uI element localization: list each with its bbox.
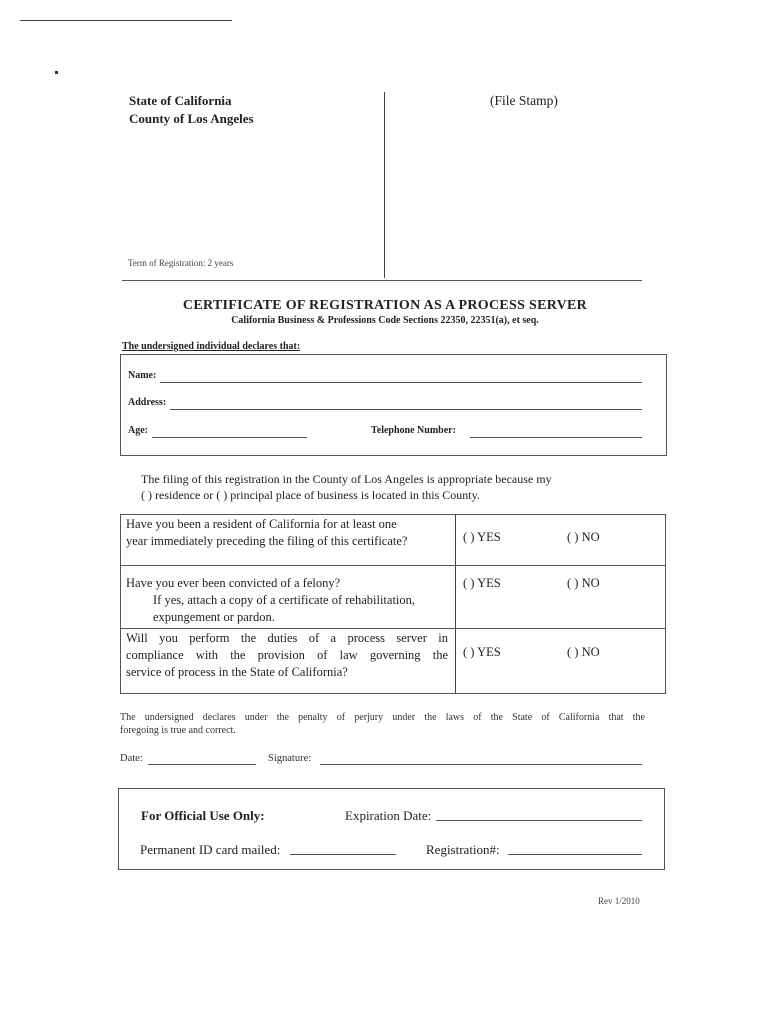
signature-field[interactable] xyxy=(320,752,642,765)
question-line: Will you perform the duties of a process server in xyxy=(126,631,448,645)
top-rule xyxy=(20,20,232,21)
expiration-field[interactable] xyxy=(436,808,642,821)
expiration-label: Expiration Date: xyxy=(345,808,432,823)
declares-intro: The undersigned individual declares that: xyxy=(122,341,301,352)
county-label: County of Los Angeles xyxy=(129,111,254,126)
age-label: Age: xyxy=(128,425,148,436)
registration-field[interactable] xyxy=(508,842,642,855)
address-label: Address: xyxy=(128,397,167,408)
scan-speck xyxy=(55,71,58,74)
question-felony xyxy=(126,575,451,626)
felony-no-option[interactable]: ( ) NO xyxy=(567,576,600,590)
felony-yes-option[interactable]: ( ) YES xyxy=(463,576,501,590)
telephone-label: Telephone Number: xyxy=(371,425,456,436)
official-use-heading: For Official Use Only: xyxy=(141,808,265,823)
residency-yes-option[interactable]: ( ) YES xyxy=(463,530,501,544)
perjury-declaration-line1: The undersigned declares under the penalty of perjury under the laws of the State of California that the xyxy=(120,712,645,723)
question-line: Have you ever been convicted of a felony? xyxy=(126,576,341,590)
form-title: CERTIFICATE OF REGISTRATION AS A PROCESS SERVER xyxy=(182,298,588,313)
residency-no-option[interactable]: ( ) NO xyxy=(567,530,600,544)
question-residency xyxy=(126,516,451,550)
question-line: compliance with the provision of law governing the xyxy=(126,648,448,662)
filing-statement-line1: The filing of this registration in the County of Los Angeles is appropriate because my xyxy=(141,472,552,486)
id-card-field[interactable] xyxy=(290,842,396,855)
date-label: Date: xyxy=(120,753,143,764)
question-duties xyxy=(126,630,448,681)
age-field[interactable] xyxy=(152,425,307,438)
address-field[interactable] xyxy=(170,397,642,410)
file-stamp-label: (File Stamp) xyxy=(490,93,558,108)
state-label: State of California xyxy=(129,93,232,108)
question-line: year immediately preceding the filing of this certificate? xyxy=(126,534,408,548)
code-reference: California Business & Professions Code Sections 22350, 22351(a), et seq. xyxy=(231,315,539,326)
filing-statement-line2: ( ) residence or ( ) principal place of business is located in this County. xyxy=(141,488,480,502)
term-label: Term of Registration: 2 years xyxy=(128,258,234,268)
header-divider xyxy=(384,92,385,278)
telephone-field[interactable] xyxy=(470,425,642,438)
question-row-divider-2 xyxy=(120,628,665,629)
name-label: Name: xyxy=(128,370,157,381)
duties-no-option[interactable]: ( ) NO xyxy=(567,645,600,659)
duties-yes-option[interactable]: ( ) YES xyxy=(463,645,501,659)
question-row-divider-1 xyxy=(120,565,665,566)
perjury-declaration-line2: foregoing is true and correct. xyxy=(120,725,236,736)
date-field[interactable] xyxy=(148,752,256,765)
questions-col-divider xyxy=(455,514,456,693)
header-bottom-rule xyxy=(122,280,642,281)
revision-label: Rev 1/2010 xyxy=(598,896,640,906)
question-line: Have you been a resident of California for at least one xyxy=(126,517,397,531)
question-line: expungement or pardon. xyxy=(153,610,275,624)
registration-label: Registration#: xyxy=(426,842,500,857)
name-field[interactable] xyxy=(160,370,642,383)
question-line: service of process in the State of California? xyxy=(126,665,348,679)
question-line: If yes, attach a copy of a certificate of rehabilitation, xyxy=(153,593,416,607)
signature-label: Signature: xyxy=(268,753,312,764)
id-card-label: Permanent ID card mailed: xyxy=(140,842,281,857)
